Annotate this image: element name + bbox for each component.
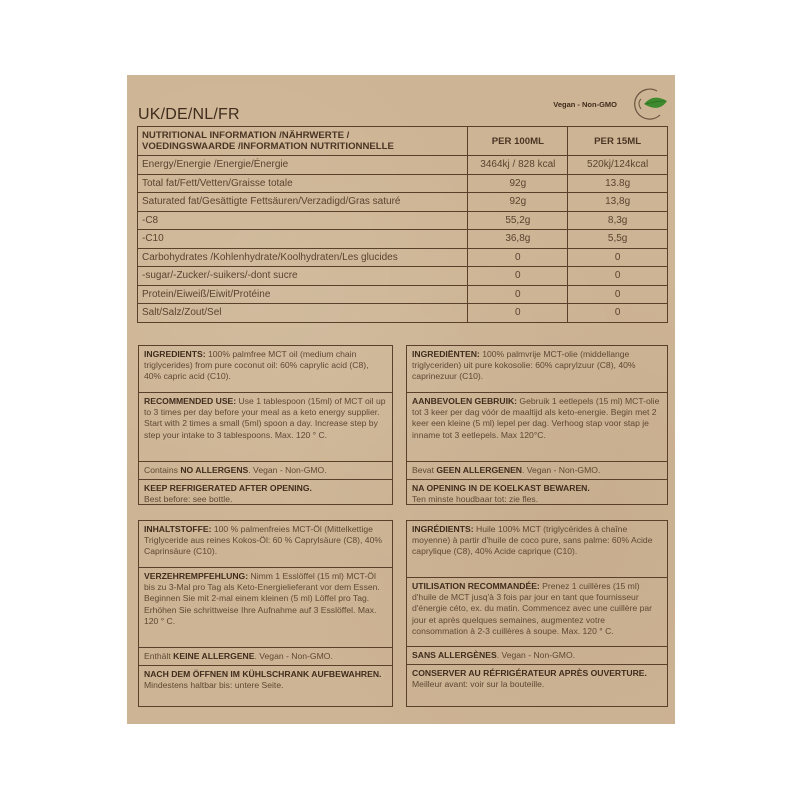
table-row: Carbohydrates /Kohlenhydrate/Koolhydraten/Les glucides 0 0: [138, 248, 668, 267]
ingredients-section: INHALTSTOFFE: 100 % palmenfreies MCT-Öl (Mittelkettige Triglyceride aus reines Kokos-Öl: 60 % Caprylsäure (C8), 40% Caprinsäure (C10).: [139, 521, 392, 568]
allergen-section: Contains NO ALLERGENS. Vegan - Non-GMO.: [139, 462, 392, 480]
col-per-100ml: PER 100ML: [468, 127, 568, 156]
table-row: -C8 55,2g 8,3g: [138, 211, 668, 230]
recommended-use-section: AANBEVOLEN GEBRUIK: Gebruik 1 eetlepels (15 ml) MCT-olie tot 3 keer per dag vóór de maaltijd als keto-energie. Begin met 2 keer een kleine (5 ml) lepel per dag. Verhoog stap voor stap je inname tot 3 eetlepels. Max 120°C.: [407, 393, 667, 462]
storage-section: CONSERVER AU RÉFRIGÉRATEUR APRÈS OUVERTURE. Meilleur avant: voir sur la bouteille.: [412, 668, 647, 690]
leaf-circle-icon: [627, 83, 669, 125]
allergen-section: Bevat GEEN ALLERGENEN. Vegan - Non-GMO.: [407, 462, 667, 480]
vegan-badge-text: Vegan - Non-GMO: [553, 100, 617, 109]
table-row: Total fat/Fett/Vetten/Graisse totale 92g 13.8g: [138, 174, 668, 193]
nutrition-table: [137, 126, 668, 323]
language-title: UK/DE/NL/FR: [138, 106, 240, 123]
table-row: Salt/Salz/Zout/Sel 0 0: [138, 304, 668, 323]
table-row: -C10 36,8g 5,5g: [138, 230, 668, 249]
info-box-en: [138, 345, 393, 505]
storage-section: KEEP REFRIGERATED AFTER OPENING. Best before: see bottle.: [144, 483, 312, 505]
nutrition-header: NUTRITIONAL INFORMATION /NÄHRWERTE / VOEDINGSWAARDE /INFORMATION NUTRITIONNELLE: [138, 127, 468, 156]
table-row: Energy/Energie /Energie/Énergie 3464kj / 828 kcal 520kj/124kcal: [138, 156, 668, 175]
info-box-de: [138, 520, 393, 707]
table-row: -sugar/-Zucker/-suikers/-dont sucre 0 0: [138, 267, 668, 286]
recommended-use-section: UTILISATION RECOMMANDÉE: Prenez 1 cuillères (15 ml) d'huile de MCT jusq'à 3 fois par jour en tant que fournisseur d'énergie céto, ex. du matin. Commencez avec une cuillère par jour et après quelques semaines, augmentez votre consommation à 2-3 cuillères à soupe. Max. 120 ° C.: [407, 578, 667, 647]
col-per-15ml: PER 15ML: [568, 127, 668, 156]
table-row: Protein/Eiweiß/Eiwit/Protéine 0 0: [138, 285, 668, 304]
info-box-nl: [406, 345, 668, 505]
recommended-use-section: VERZEHREMPFEHLUNG: Nimm 1 Esslöffel (15 ml) MCT-Öl bis zu 3-Mal pro Tag als Keto-Energielieferant vor dem Essen. Beginnen Sie mit 2-mal einem kleinen (5 ml) Löffel pro Tag. Erhöhen Sie schrittweise Ihre Aufnahme auf 3 Esslöffel. Max. 120 ° C.: [139, 568, 392, 648]
allergen-section: Enthält KEINE ALLERGENE. Vegan - Non-GMO.: [139, 648, 392, 666]
ingredients-section: INGRÉDIENTS: Huile 100% MCT (triglycérides à chaîne moyenne) à partir d'huile de coco pure, sans palme: 60% Acide caprylique (C8), 40% Acide caprique (C10).: [407, 521, 667, 578]
ingredients-section: INGREDIËNTEN: 100% palmvrije MCT-olie (middellange triglyceriden) uit pure kokosolie: 60% caprylzuur (C8), 40% caprinezuur (C10).: [407, 346, 667, 393]
storage-section: NA OPENING IN DE KOELKAST BEWAREN. Ten minste houdbaar tot: zie fles.: [412, 483, 590, 505]
allergen-section: SANS ALLERGÈNES. Vegan - Non-GMO.: [407, 647, 667, 665]
storage-section: NACH DEM ÖFFNEN IM KÜHLSCHRANK AUFBEWAHREN. Mindestens haltbar bis: untere Seite.: [144, 669, 382, 691]
table-row: Saturated fat/Gesättigte Fettsäuren/Verzadigd/Gras saturé 92g 13,8g: [138, 193, 668, 212]
info-box-fr: [406, 520, 668, 707]
table-header-row: [138, 127, 668, 156]
ingredients-section: INGREDIENTS: 100% palmfree MCT oil (medium chain triglycerides) from pure coconut oil: 60% caprylic acid (C8), 40% capric acid (C10).: [139, 346, 392, 393]
recommended-use-section: RECOMMENDED USE: Use 1 tablespoon (15ml) of MCT oil up to 3 times per day before your meal as a keto energy supplier. Start with 2 times a small (5ml) spoon a day. Increase step by step your intake to 3 tablespoons. Max. 120 ° C.: [139, 393, 392, 462]
product-label-panel: [127, 75, 675, 724]
